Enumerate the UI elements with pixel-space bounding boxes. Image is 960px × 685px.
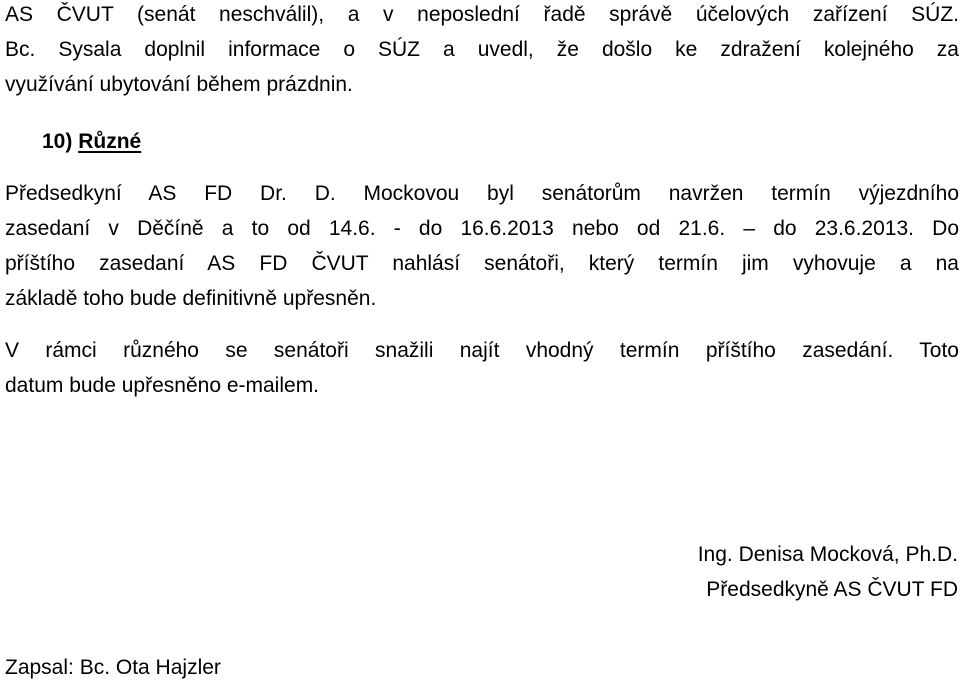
signatory-name: Ing. Denisa Mocková, Ph.D. [697,543,958,566]
section-heading [42,124,141,159]
section-number: 10) [42,130,73,153]
paragraph-line: základě toho bude definitivně upřesněn. [5,287,377,310]
signatory-role: Předsedkyně AS ČVUT FD [706,578,958,601]
paragraph-line: příštího zasedaní AS FD ČVUT nahlásí senátoři, který termín jim vyhovuje a na [5,252,959,275]
paragraph-next-meeting [5,333,959,403]
signature-block [698,537,958,607]
paragraph-term-proposal [5,176,959,316]
intro-line: využívání ubytování během prázdnin. [5,73,353,96]
section-title: Různé [78,130,142,153]
paragraph-line: datum bude upřesněno e-mailem. [5,374,320,397]
intro-line: AS ČVUT (senát neschválil), a v neposlední řadě správě účelových zařízení SÚZ. [5,3,959,26]
minutes-recorder: Zapsal: Bc. Ota Hajzler [5,656,221,679]
paragraph-line: Předsedkyní AS FD Dr. D. Mockovou byl senátorům navržen termín výjezdního [5,182,959,205]
paragraph-line: zasedaní v Děčíně a to od 14.6. - do 16.6.2013 nebo od 21.6. – do 23.6.2013. Do [5,217,959,240]
intro-line: Bc. Sysala doplnil informace o SÚZ a uvedl, že došlo ke zdražení kolejného za [5,38,959,61]
intro-paragraph [5,0,959,102]
paragraph-line: V rámci různého se senátoři snažili najít vhodný termín příštího zasedání. Toto [5,339,959,362]
